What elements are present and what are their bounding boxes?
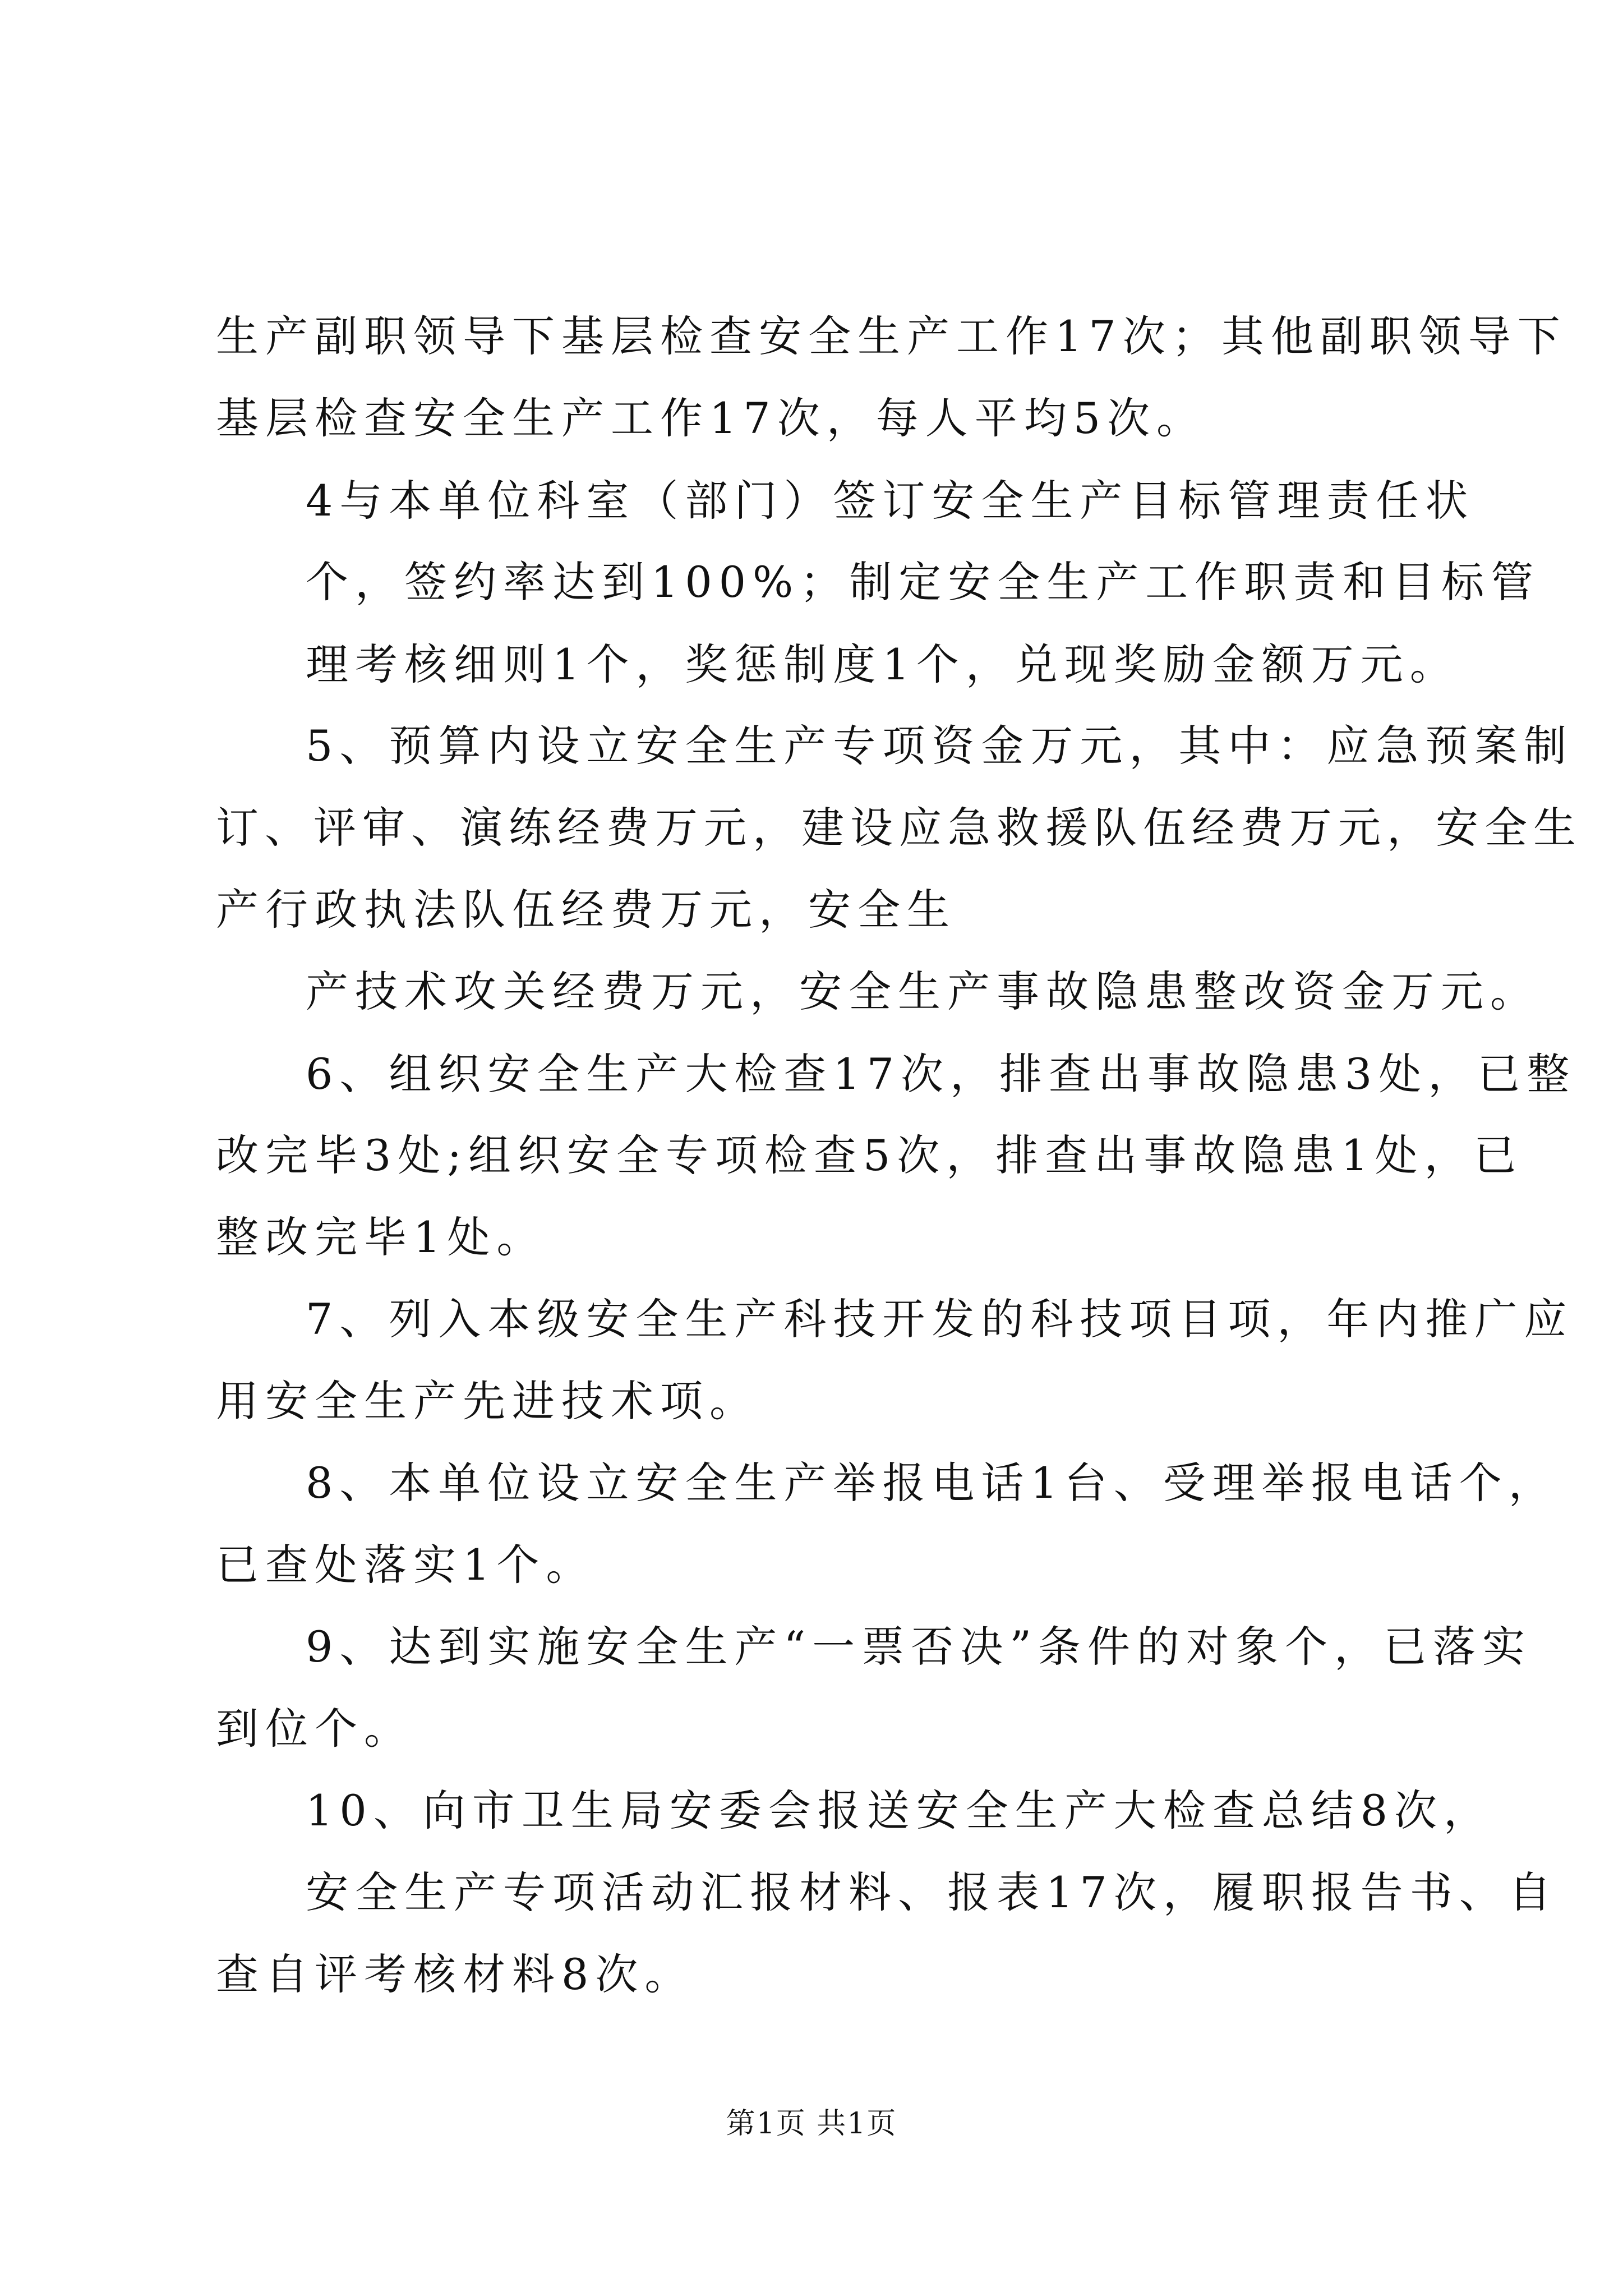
text-line-14: 用安全生产先进技术项。 — [216, 1376, 759, 1426]
text-line-19: 10、向市卫生局安委会报送安全生产大检查总结8次， — [306, 1786, 1493, 1835]
text-line-15: 8、本单位设立安全生产举报电话1台、受理举报电话个， — [306, 1458, 1558, 1508]
text-line-16: 已查处落实1个。 — [216, 1540, 596, 1590]
text-line-12: 整改完毕1处。 — [216, 1212, 546, 1262]
text-line-13: 7、列入本级安全生产科技开发的科技项目项，年内推广应 — [306, 1294, 1574, 1344]
text-line-20: 安全生产专项活动汇报材料、报表17次，履职报告书、自 — [306, 1867, 1558, 1917]
text-line-8: 产行政执法队伍经费万元，安全生 — [216, 885, 956, 935]
text-line-10: 6、组织安全生产大检查17次，排查出事故隐患3处，已整 — [306, 1049, 1576, 1099]
text-line-17: 9、达到实施安全生产“一票否决”条件的对象个，已落实 — [306, 1622, 1532, 1672]
text-line-11: 改完毕3处;组织安全专项检查5次，排查出事故隐患1处，已 — [216, 1130, 1523, 1180]
text-line-1: 生产副职领导下基层检查安全生产工作17次；其他副职领导下 — [216, 311, 1567, 361]
text-line-21: 查自评考核材料8次。 — [216, 1949, 694, 1999]
page-footer: 第1页 共1页 — [726, 2107, 897, 2141]
text-line-6: 5、预算内设立安全生产专项资金万元，其中：应急预案制 — [306, 721, 1574, 771]
text-line-2: 基层检查安全生产工作17次，每人平均5次。 — [216, 393, 1206, 443]
text-line-18: 到位个。 — [216, 1704, 413, 1754]
text-line-4: 个，签约率达到100%；制定安全生产工作职责和目标管 — [306, 557, 1541, 607]
text-line-7: 订、评审、演练经费万元，建设应急救援队伍经费万元，安全生 — [216, 803, 1582, 853]
text-line-3: 4与本单位科室（部门）签订安全生产目标管理责任状 — [306, 476, 1475, 526]
text-line-5: 理考核细则1个，奖惩制度1个，兑现奖励金额万元。 — [306, 639, 1459, 689]
text-line-9: 产技术攻关经费万元，安全生产事故隐患整改资金万元。 — [306, 967, 1539, 1016]
